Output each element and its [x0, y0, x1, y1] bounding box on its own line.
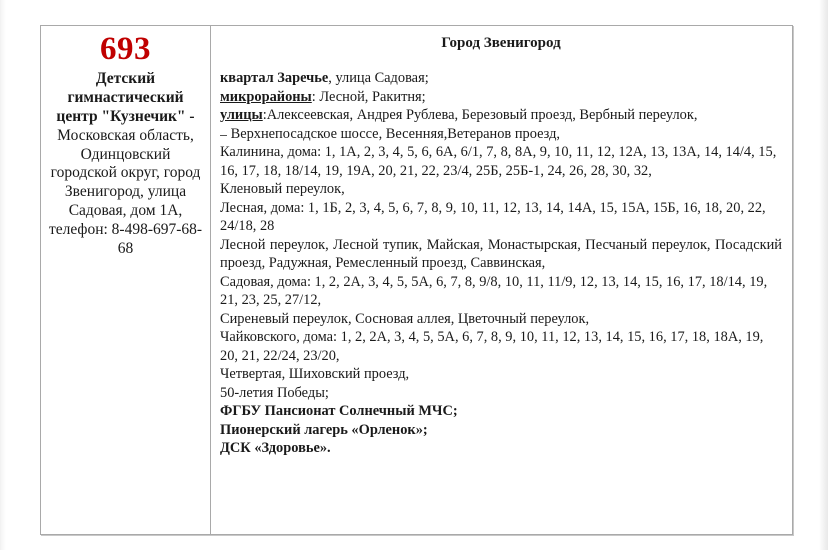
street-line-kvartal-zarechye [220, 69, 782, 88]
street-line-fgbu-pansionat [220, 402, 782, 421]
street-line-dsk-zdorovye [220, 439, 782, 458]
street-line-kalinina [220, 143, 782, 180]
street-segment: Верхнепосадское шоссе, Весенняя,Ветеранов проезд, [227, 125, 561, 142]
route-info-cell [41, 26, 211, 534]
street-segment: Садовая, дома: 1, 2, 2А, 3, 4, 5, 5А, 6, 7, 8, 9/8, 10, 11, 11/9, 12, 13, 14, 15, 16, 17, 18/14, 19, 21, 23, 25, 27/12, [220, 273, 768, 309]
street-segment: микрорайоны [220, 88, 312, 105]
street-line-chaykovskogo [220, 328, 782, 365]
route-number: 693 [100, 31, 151, 67]
street-segment: Лесная, дома: 1, 1Б, 2, 3, 4, 5, 6, 7, 8, 9, 10, 11, 12, 13, 14, 14А, 15, 15А, 15Б, 16, 18, 20, 22, 24/18, 28 [220, 199, 766, 235]
street-segment: 50-летия Победы; [220, 384, 329, 401]
street-line-sirenevy [220, 310, 782, 329]
street-line-ulitsy [220, 106, 782, 125]
streets-title: Город Звенигород [441, 35, 561, 51]
street-segment: : Лесной, Ракитня; [311, 88, 426, 105]
street-segment: улицы [220, 107, 263, 124]
streets-cell [211, 26, 792, 534]
street-segment: ДСК «Здоровье». [220, 440, 331, 457]
street-line-mikrorayony [220, 88, 782, 107]
street-line-verhneposadskoe [220, 125, 782, 144]
street-segment: Калинина, дома: 1, 1А, 2, 3, 4, 5, 6, 6А, 6/1, 7, 8, 8А, 9, 10, 11, 12, 12А, 13, 13А, 14, 14/4, 15, 16, 17, 18, 18/14, 19, 19А, 20, 21, 22, 23/4, 25Б, 25Б-1, 24, 26, 28, 30, 32, [220, 144, 777, 179]
street-segment: Чайковского, дома: 1, 2, 2А, 3, 4, 5, 5А, 6, 7, 8, 9, 10, 11, 12, 13, 14, 15, 16, 17, 18, 18А, 19, 20, 21, 22/24, 23/20, [220, 329, 764, 364]
street-line-klenovy [220, 180, 782, 199]
street-segment: Лесной переулок, Лесной тупик, Майская, Монастырская, Песчаный переулок, Посадский проезд, Радужная, Ремесленный проезд, Саввинская, [220, 236, 782, 272]
route-table [40, 25, 793, 535]
street-line-pionerskiy-lager [220, 421, 782, 440]
street-line-sadovaya [220, 273, 782, 310]
street-segment: квартал Заречье [220, 70, 329, 87]
streets-list [220, 69, 782, 458]
street-line-chetvertaya [220, 365, 782, 384]
street-segment: Кленовый переулок, [220, 181, 345, 198]
scan-artifact-underline [220, 135, 227, 136]
street-segment: , улица Садовая; [328, 70, 429, 87]
page-edge-right-shadow [819, 0, 828, 550]
page-edge-left-shadow [0, 0, 6, 550]
route-organization-name: Детский гимнастический центр "Кузнечик" - [56, 69, 195, 125]
route-address: Московская область, Одинцовский городской округ, город Звенигород, улица Садовая, дом 1А, телефон: 8-498-697-68-68 [48, 126, 203, 258]
street-segment: Пионерский лагерь «Орленок»; [220, 421, 428, 438]
street-segment: Сиреневый переулок, Сосновая аллея, Цветочный переулок, [220, 310, 590, 327]
street-line-lesnaya [220, 199, 782, 236]
street-segment: Четвертая, Шиховский проезд, [220, 366, 410, 383]
street-segment: ФГБУ Пансионат Солнечный МЧС; [220, 403, 458, 420]
street-segment: :Алексеевская, Андрея Рублева, Березовый проезд, Вербный переулок, [262, 107, 698, 124]
street-line-lesnoy-pereulok [220, 236, 782, 273]
street-line-50-letiya-pobedy [220, 384, 782, 403]
